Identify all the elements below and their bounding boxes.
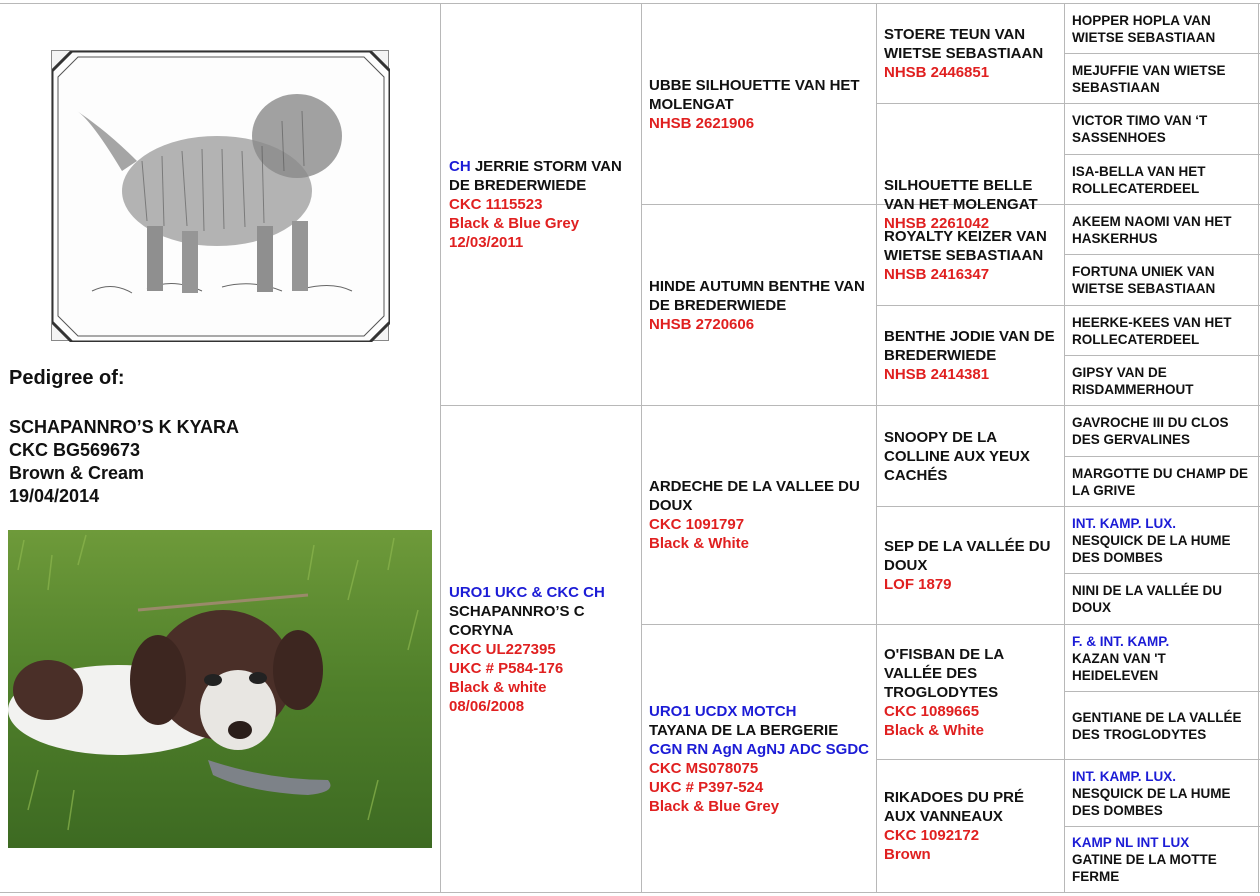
gen4-cell-11 bbox=[1065, 507, 1258, 573]
sire-cell bbox=[441, 4, 641, 405]
dam-dam-color: Black & Blue Grey bbox=[649, 797, 780, 815]
sire-sire-cell bbox=[642, 4, 876, 204]
bottom-border bbox=[0, 892, 1260, 893]
sire-title: CH bbox=[449, 158, 471, 175]
dam-name: SCHAPANNRO’S C CORYNA bbox=[449, 602, 585, 639]
sire-sire-reg: NHSB 2621906 bbox=[649, 114, 755, 132]
gen4-name: VICTOR TIMO VAN ‘T SASSENHOES bbox=[1072, 113, 1208, 145]
subject-reg: CKC BG569673 bbox=[9, 440, 141, 460]
dam-sire-name: ARDECHE DE LA VALLEE DU DOUX bbox=[649, 478, 860, 514]
gen4-cell-3 bbox=[1065, 104, 1258, 154]
sire-dob: 12/03/2011 bbox=[449, 234, 524, 251]
subject-color: Brown & Cream bbox=[9, 463, 145, 483]
gen4-cell-4 bbox=[1065, 155, 1258, 204]
gen3-cell-8 bbox=[877, 760, 1064, 892]
puppy-photo bbox=[8, 530, 432, 848]
gen4-cell-5 bbox=[1065, 205, 1258, 254]
dog-sketch-image bbox=[51, 50, 389, 341]
sire-dam-cell bbox=[642, 205, 876, 405]
dam-reg2: UKC # P584-176 bbox=[449, 659, 564, 677]
gen3-cell-7 bbox=[877, 625, 1064, 759]
gen4-cell-6 bbox=[1065, 255, 1258, 305]
gen4-cell-2 bbox=[1065, 54, 1258, 103]
gen3-cell-6 bbox=[877, 507, 1064, 624]
gen4-title: INT. KAMP. LUX. bbox=[1072, 515, 1177, 531]
gen4-cell-1 bbox=[1065, 4, 1258, 53]
pedigree-heading: Pedigree of: bbox=[9, 367, 125, 389]
gen4-cell-14 bbox=[1065, 692, 1258, 759]
gen4-cell-10 bbox=[1065, 457, 1258, 506]
subject-dob: 19/04/2014 bbox=[9, 486, 100, 506]
gen4-name: GATINE DE LA MOTTE FERME bbox=[1072, 852, 1217, 884]
gen3-cell-1 bbox=[877, 4, 1064, 103]
gen4-name: KAZAN VAN 'T HEIDELEVEN bbox=[1072, 650, 1166, 683]
gen4-name: GENTIANE DE LA VALLÉE DES TROGLODYTES bbox=[1072, 709, 1242, 742]
gen3-reg: LOF 1879 bbox=[884, 576, 952, 593]
subject-name: SCHAPANNRO’S K KYARA bbox=[9, 417, 240, 437]
sire-name: JERRIE STORM VAN DE BREDERWIEDE bbox=[449, 158, 622, 194]
gen4-name: MARGOTTE DU CHAMP DE LA GRIVE bbox=[1072, 465, 1249, 498]
dam-dam-reg2: UKC # P397-524 bbox=[649, 778, 764, 796]
sire-dam-name: HINDE AUTUMN BENTHE VAN DE BREDERWIEDE bbox=[649, 277, 865, 314]
gen4-title: F. & INT. KAMP. bbox=[1072, 633, 1170, 649]
gen3-reg: NHSB 2416347 bbox=[884, 265, 990, 283]
dam-reg1: CKC UL227395 bbox=[449, 640, 556, 658]
gen4-name: NINI DE LA VALLÉE DU DOUX bbox=[1072, 583, 1223, 615]
dam-dob: 08/06/2008 bbox=[449, 697, 525, 715]
gen4-cell-12 bbox=[1065, 574, 1258, 624]
dam-sire-reg: CKC 1091797 bbox=[649, 516, 745, 533]
gen4-name: MEJUFFIE VAN WIETSE SEBASTIAAN bbox=[1072, 62, 1226, 95]
gen3-reg: CKC 1092172 bbox=[884, 827, 980, 844]
gen3-name: SILHOUETTE BELLE VAN HET MOLENGAT bbox=[884, 177, 1038, 213]
gen3-name: O'FISBAN DE LA VALLÉE DES TROGLODYTES bbox=[884, 645, 1004, 701]
dam-sire-color: Black & White bbox=[649, 535, 750, 552]
gen4-cell-8 bbox=[1065, 356, 1258, 405]
gen3-reg: CKC 1089665 bbox=[884, 702, 980, 720]
dam-sire-cell bbox=[642, 406, 876, 624]
gen3-reg: NHSB 2446851 bbox=[884, 64, 990, 81]
gen4-name: HEERKE-KEES VAN HET ROLLECATERDEEL bbox=[1072, 314, 1232, 347]
gen4-title: KAMP NL INT LUX bbox=[1072, 835, 1190, 850]
gen3-name: ROYALTY KEIZER VAN WIETSE SEBASTIAAN bbox=[884, 227, 1047, 264]
sire-reg: CKC 1115523 bbox=[449, 196, 543, 213]
gen4-cell-16 bbox=[1065, 827, 1258, 892]
gen4-cell-13 bbox=[1065, 625, 1258, 691]
gen3-name: SEP DE LA VALLÉE DU DOUX bbox=[884, 538, 1051, 574]
gen4-name: ISA-BELLA VAN HET ROLLECATERDEEL bbox=[1072, 163, 1206, 196]
sire-color: Black & Blue Grey bbox=[449, 215, 580, 232]
gen3-cell-5 bbox=[877, 406, 1064, 506]
gen3-name: STOERE TEUN VAN WIETSE SEBASTIAAN bbox=[884, 26, 1044, 62]
gen4-cell-7 bbox=[1065, 306, 1258, 355]
subject-info bbox=[9, 416, 239, 508]
dam-dam-reg1: CKC MS078075 bbox=[649, 759, 759, 777]
gen3-reg: NHSB 2261042 bbox=[884, 215, 990, 232]
gen4-cell-15 bbox=[1065, 760, 1258, 826]
gen3-color: Brown bbox=[884, 846, 931, 863]
gen3-name: SNOOPY DE LA COLLINE AUX YEUX CACHÉS bbox=[884, 428, 1030, 484]
gen4-name: GIPSY VAN DE RISDAMMERHOUT bbox=[1072, 364, 1194, 397]
gen3-name: BENTHE JODIE VAN DE BREDERWIEDE bbox=[884, 328, 1055, 364]
dam-color: Black & white bbox=[449, 678, 547, 696]
gen4-name: FORTUNA UNIEK VAN WIETSE SEBASTIAAN bbox=[1072, 264, 1216, 296]
gen4-cell-9 bbox=[1065, 406, 1258, 456]
gen4-name: GAVROCHE III DU CLOS DES GERVALINES bbox=[1072, 415, 1229, 447]
dam-dam-cell bbox=[642, 625, 876, 892]
gen4-name: AKEEM NAOMI VAN HET HASKERHUS bbox=[1072, 213, 1232, 246]
sire-dam-reg: NHSB 2720606 bbox=[649, 315, 755, 333]
dam-cell bbox=[441, 406, 641, 892]
dam-dam-title: URO1 UCDX MOTCH bbox=[649, 702, 797, 720]
dam-dam-titles2: CGN RN AgN AgNJ ADC SGDC bbox=[649, 740, 869, 758]
gen4-title: INT. KAMP. LUX. bbox=[1072, 768, 1177, 784]
gen3-color: Black & White bbox=[884, 721, 985, 739]
gen4-name: NESQUICK DE LA HUME DES DOMBES bbox=[1072, 532, 1231, 565]
gen3-name: RIKADOES DU PRÉ AUX VANNEAUX bbox=[884, 789, 1025, 825]
gen3-cell-4 bbox=[877, 306, 1064, 405]
gen3-cell-3 bbox=[877, 205, 1064, 305]
dam-dam-name: TAYANA DE LA BERGERIE bbox=[649, 721, 839, 739]
gen4-name: HOPPER HOPLA VAN WIETSE SEBASTIAAN bbox=[1072, 12, 1216, 45]
gen4-name: NESQUICK DE LA HUME DES DOMBES bbox=[1072, 785, 1231, 818]
sire-sire-name: UBBE SILHOUETTE VAN HET MOLENGAT bbox=[649, 76, 860, 113]
gen3-reg: NHSB 2414381 bbox=[884, 366, 990, 383]
dam-title: URO1 UKC & CKC CH bbox=[449, 583, 605, 601]
